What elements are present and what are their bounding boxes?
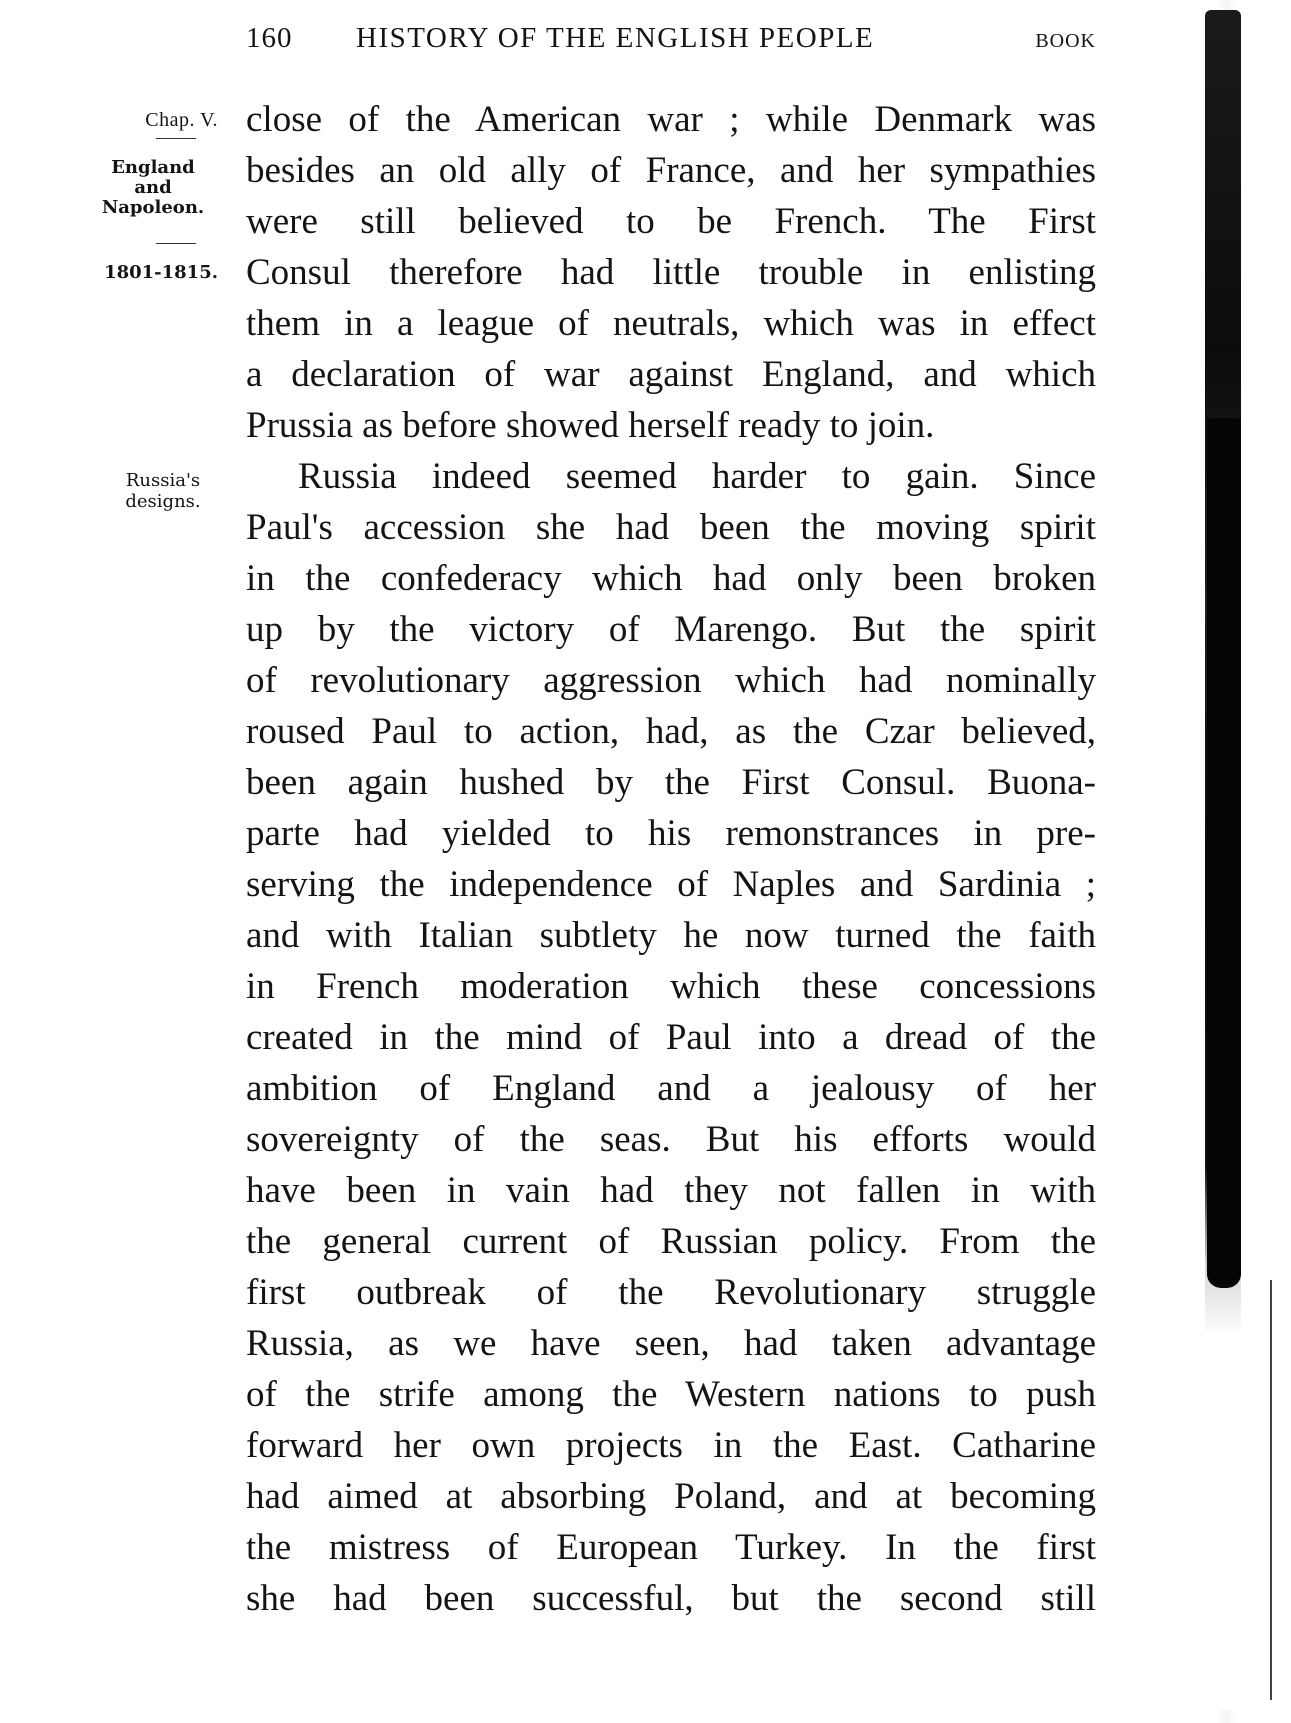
text-line: first outbreak of the Revolutionary struggle bbox=[246, 1272, 1096, 1313]
topic-note-line: Napoleon. bbox=[101, 197, 205, 218]
text-line: Russia indeed seemed harder to gain. Since bbox=[298, 456, 1096, 497]
side-note-line: Russia's bbox=[125, 470, 201, 491]
text-line: had aimed at absorbing Poland, and at becoming bbox=[246, 1476, 1096, 1517]
text-line: Russia, as we have seen, had taken advantage bbox=[246, 1323, 1096, 1364]
margin-rule bbox=[156, 243, 196, 244]
book-label: BOOK bbox=[1035, 30, 1096, 52]
binding-thread bbox=[1270, 1280, 1272, 1700]
text-line: ambition of England and a jealousy of her bbox=[246, 1068, 1096, 1109]
page-number: 160 bbox=[246, 22, 293, 54]
text-line: the general current of Russian policy. From the bbox=[246, 1221, 1096, 1262]
text-line: the mistress of European Turkey. In the first bbox=[246, 1527, 1096, 1568]
topic-note-line: England bbox=[111, 157, 195, 178]
topic-note bbox=[88, 158, 218, 218]
text-line: serving the independence of Naples and Sardinia ; bbox=[246, 864, 1096, 905]
running-header bbox=[246, 22, 1096, 62]
text-line: a declaration of war against England, and which bbox=[246, 354, 1096, 395]
text-line: of the strife among the Western nations to push bbox=[246, 1374, 1096, 1415]
side-note-line: designs. bbox=[125, 491, 201, 512]
text-line: close of the American war ; while Denmark was bbox=[246, 99, 1096, 140]
text-line: been again hushed by the First Consul. Buona- bbox=[246, 762, 1096, 803]
text-line: them in a league of neutrals, which was in effect bbox=[246, 303, 1096, 344]
text-line: Paul's accession she had been the moving spirit bbox=[246, 507, 1096, 548]
text-line: created in the mind of Paul into a dread of the bbox=[246, 1017, 1096, 1058]
dates-note: 1801-1815. bbox=[104, 262, 218, 283]
text-line: forward her own projects in the East. Catharine bbox=[246, 1425, 1096, 1466]
text-line: and with Italian subtlety he now turned the faith bbox=[246, 915, 1096, 956]
text-line: in the confederacy which had only been broken bbox=[246, 558, 1096, 599]
side-note bbox=[108, 470, 218, 512]
text-line: parte had yielded to his remonstrances in pre- bbox=[246, 813, 1096, 854]
text-line: she had been successful, but the second still bbox=[246, 1578, 1096, 1619]
text-line: roused Paul to action, had, as the Czar believed, bbox=[246, 711, 1096, 752]
text-line: in French moderation which these concessions bbox=[246, 966, 1096, 1007]
text-line: of revolutionary aggression which had nominally bbox=[246, 660, 1096, 701]
chapter-note: Chap. V. bbox=[145, 109, 218, 131]
running-title: HISTORY OF THE ENGLISH PEOPLE bbox=[356, 22, 875, 54]
text-line: sovereignty of the seas. But his efforts would bbox=[246, 1119, 1096, 1160]
topic-note-line: and bbox=[134, 177, 172, 198]
binding-shadow-dark bbox=[1207, 418, 1241, 1288]
text-line: Consul therefore had little trouble in enlisting bbox=[246, 252, 1096, 293]
text-line: were still believed to be French. The First bbox=[246, 201, 1096, 242]
margin-rule bbox=[156, 138, 196, 139]
text-line: besides an old ally of France, and her sympathies bbox=[246, 150, 1096, 191]
text-line: up by the victory of Marengo. But the spirit bbox=[246, 609, 1096, 650]
text-line: Prussia as before showed herself ready to join. bbox=[246, 405, 935, 446]
text-line: have been in vain had they not fallen in with bbox=[246, 1170, 1096, 1211]
body-text bbox=[246, 94, 1096, 1624]
